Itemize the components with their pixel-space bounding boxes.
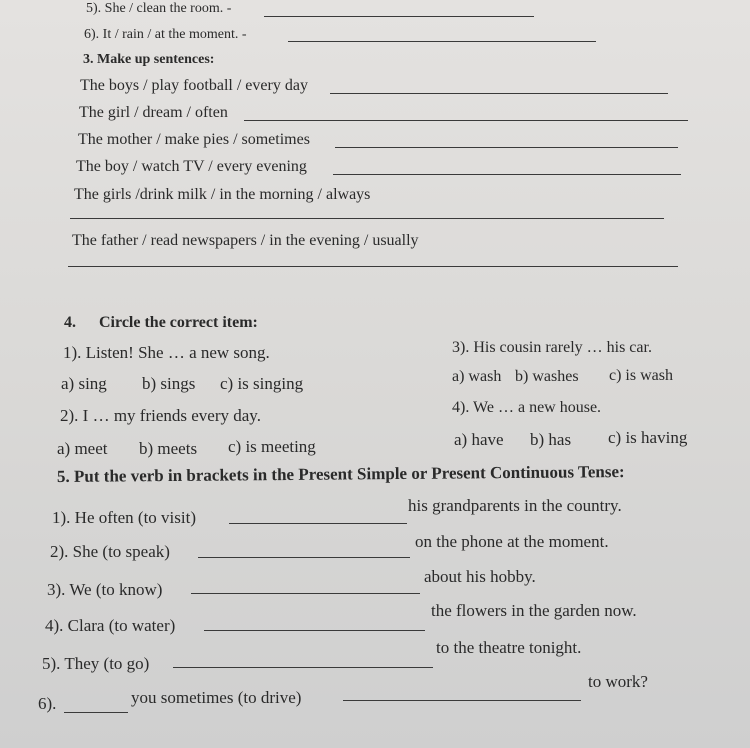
q4-option-c: c) is having bbox=[608, 428, 688, 447]
q4-option-a: a) have bbox=[454, 430, 504, 449]
section-3-heading: 3. Make up sentences: bbox=[83, 52, 215, 67]
answer-line bbox=[229, 523, 407, 524]
answer-line bbox=[70, 218, 664, 219]
exercise-item-5: 5). She / clean the room. - bbox=[86, 1, 232, 16]
q3-option-a: a) wash bbox=[452, 368, 502, 385]
section-4-number: 4. bbox=[64, 314, 76, 331]
tense-item-end: to the theatre tonight. bbox=[436, 638, 582, 657]
tense-item-start: 4). Clara (to water) bbox=[45, 616, 176, 635]
tense-item-start: 5). They (to go) bbox=[42, 654, 150, 673]
q2-option-a: a) meet bbox=[57, 439, 108, 458]
tense-item-end: his grandparents in the country. bbox=[408, 496, 622, 515]
sentence-item: The boy / watch TV / every evening bbox=[76, 158, 307, 175]
sentence-item: The girls /drink milk / in the morning / always bbox=[74, 186, 371, 203]
answer-line bbox=[343, 700, 581, 701]
answer-line bbox=[68, 266, 678, 267]
tense-item-start: 3). We (to know) bbox=[47, 580, 163, 599]
tense-item-start: 2). She (to speak) bbox=[50, 542, 170, 561]
answer-line bbox=[64, 712, 128, 713]
answer-line bbox=[264, 16, 534, 17]
answer-line bbox=[173, 667, 433, 668]
q2-option-c: c) is meeting bbox=[228, 437, 316, 456]
tense-item-end: on the phone at the moment. bbox=[415, 532, 609, 551]
q1-option-b: b) sings bbox=[142, 374, 196, 393]
section-5-heading: 5. Put the verb in brackets in the Present Simple or Present Continuous Tense: bbox=[56, 462, 625, 486]
answer-line bbox=[288, 41, 596, 42]
section-4-heading: Circle the correct item: bbox=[99, 314, 258, 331]
tense-item-start: 1). He often (to visit) bbox=[52, 508, 196, 527]
q2-option-b: b) meets bbox=[139, 439, 198, 458]
tense-item-end: about his hobby. bbox=[424, 567, 536, 586]
tense-item-middle: you sometimes (to drive) bbox=[131, 688, 302, 707]
answer-line bbox=[191, 593, 420, 594]
tense-item-end: the flowers in the garden now. bbox=[431, 601, 637, 620]
answer-line bbox=[335, 147, 678, 148]
answer-line bbox=[330, 93, 668, 94]
question-2: 2). I … my friends every day. bbox=[60, 406, 261, 425]
answer-line bbox=[333, 174, 681, 175]
exercise-item-6: 6). It / rain / at the moment. - bbox=[84, 27, 247, 42]
question-3: 3). His cousin rarely … his car. bbox=[452, 339, 652, 356]
question-4: 4). We … a new house. bbox=[452, 399, 602, 416]
question-1: 1). Listen! She … a new song. bbox=[63, 343, 270, 362]
q3-option-c: c) is wash bbox=[609, 367, 673, 384]
answer-line bbox=[244, 120, 688, 121]
sentence-item: The boys / play football / every day bbox=[80, 77, 308, 94]
sentence-item: The girl / dream / often bbox=[79, 104, 228, 121]
answer-line bbox=[204, 630, 425, 631]
tense-item-end: to work? bbox=[588, 672, 648, 691]
q3-option-b: b) washes bbox=[515, 368, 579, 385]
q4-option-b: b) has bbox=[530, 430, 572, 449]
tense-item-start: 6). bbox=[38, 694, 57, 713]
answer-line bbox=[198, 557, 410, 558]
sentence-item: The mother / make pies / sometimes bbox=[78, 131, 310, 148]
q1-option-a: a) sing bbox=[61, 374, 107, 393]
sentence-item: The father / read newspapers / in the evening / usually bbox=[72, 232, 419, 249]
q1-option-c: c) is singing bbox=[220, 374, 304, 393]
